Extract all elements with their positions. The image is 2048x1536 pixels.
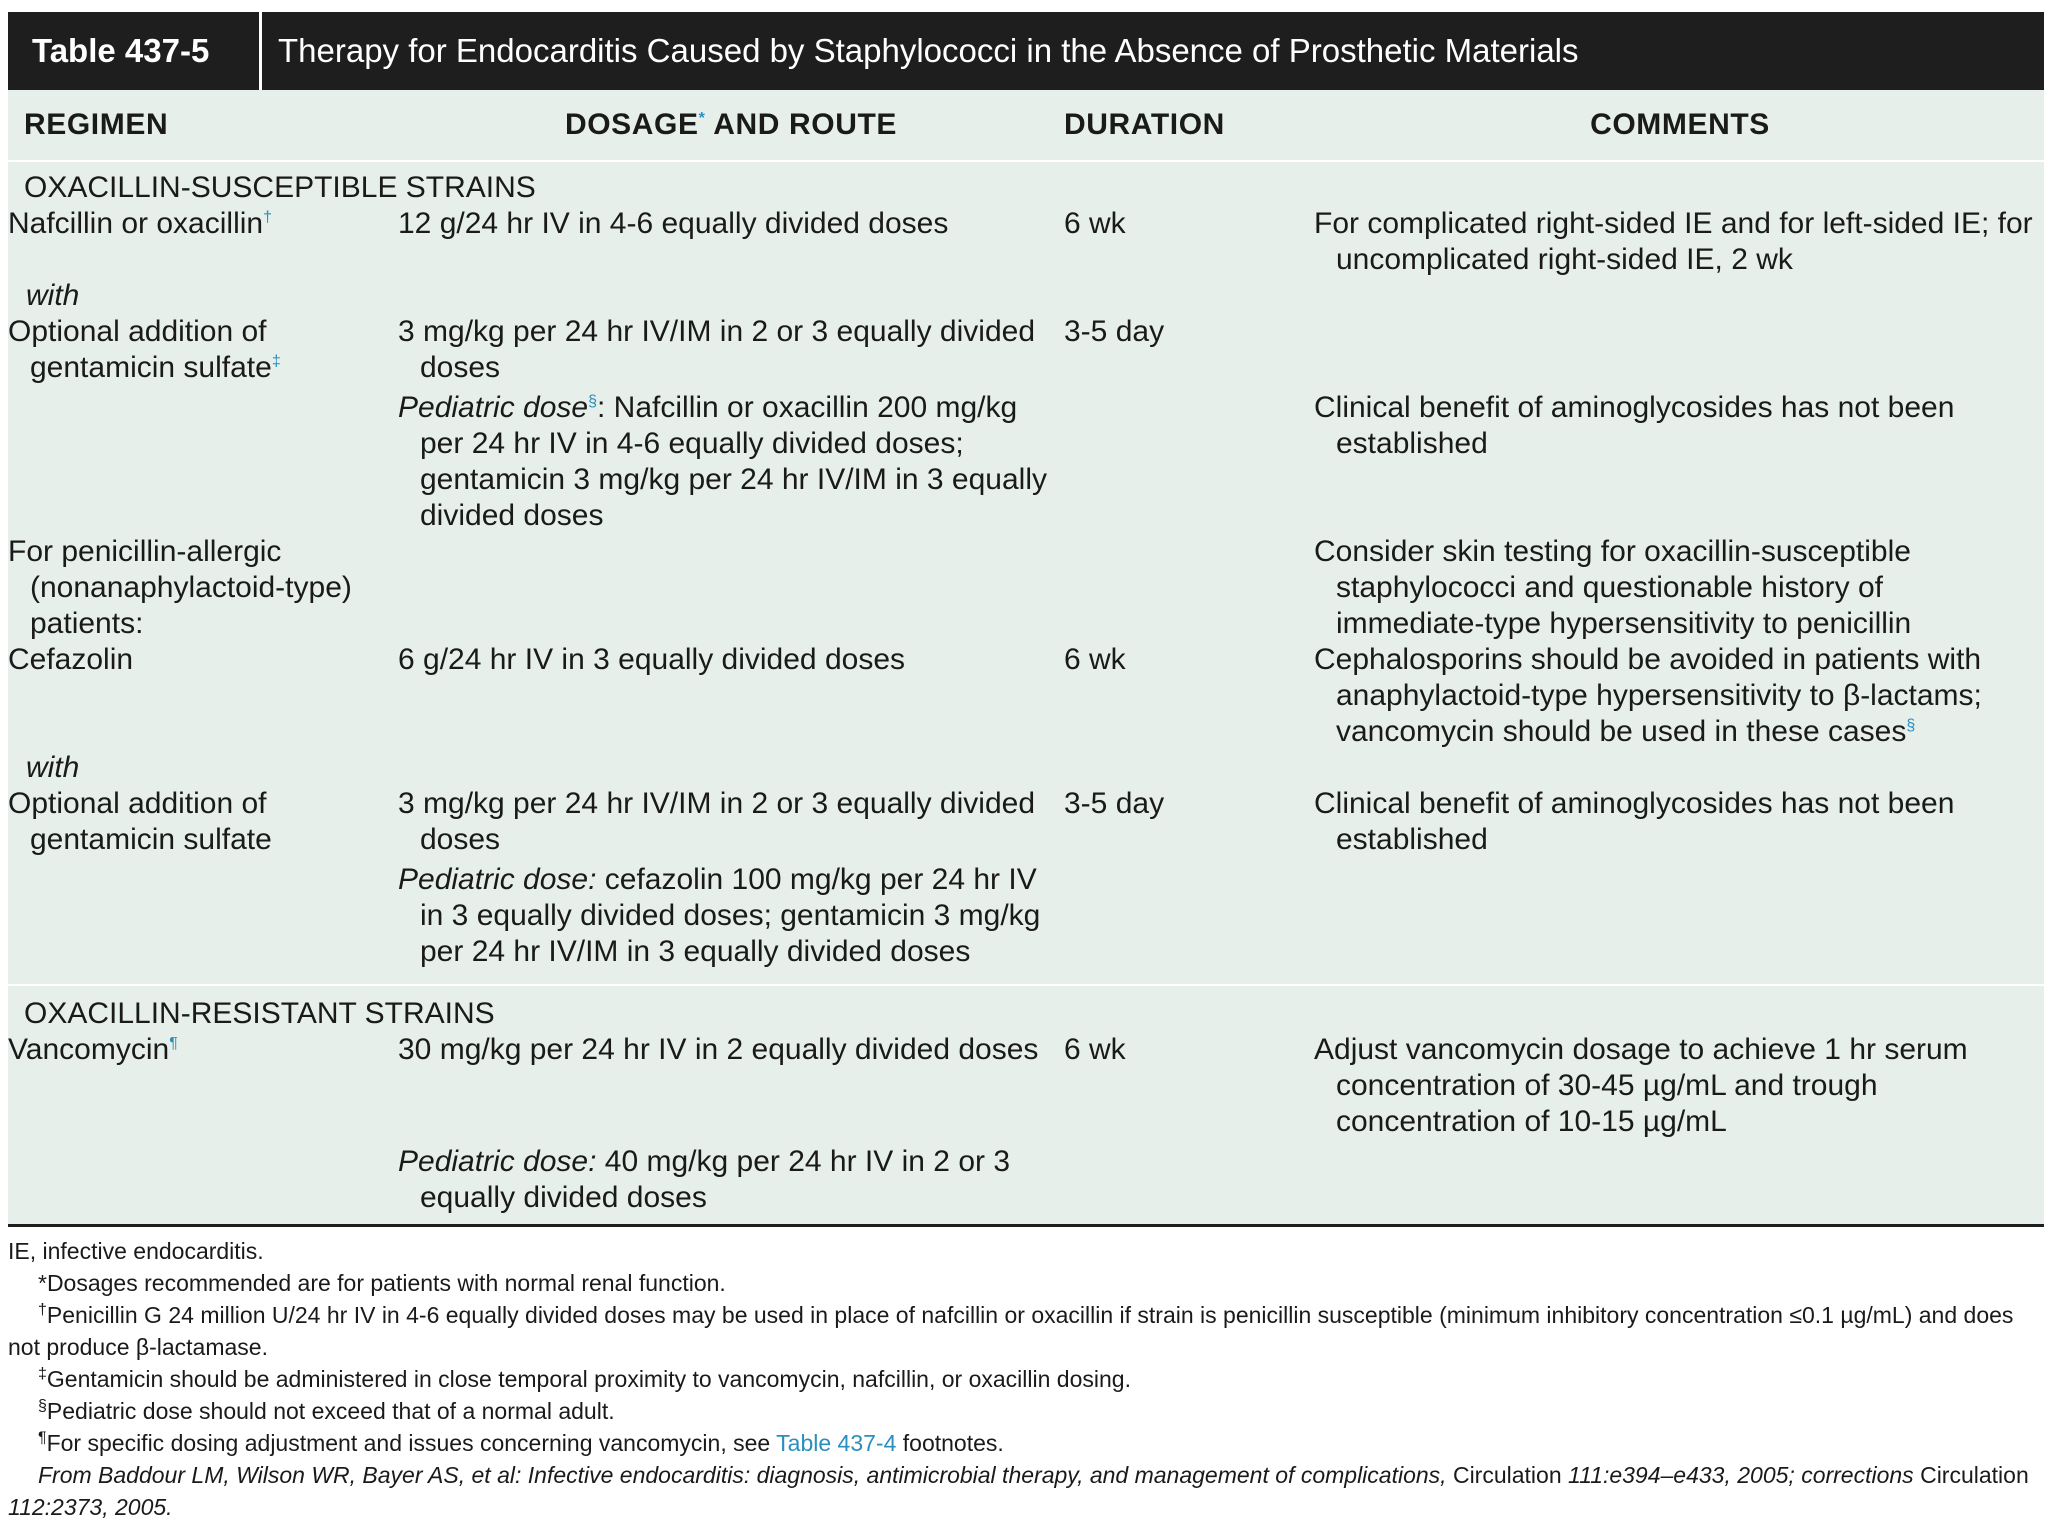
with-connector: with — [26, 279, 80, 312]
comment-cell — [1314, 862, 2044, 970]
comment-cell: Clinical benefit of aminoglycosides has not been established — [1314, 391, 1955, 460]
regimen-cell — [8, 862, 398, 970]
duration-cell: 3-5 day — [1064, 315, 1165, 348]
pediatric-dosage-cell: Pediatric dose: cefazolin 100 mg/kg per 24 hr IV in 3 equally divided doses; gentamicin 3 mg/kg per 24 hr IV/IM in 3 equally divided doses — [398, 863, 1041, 968]
table-row — [8, 314, 2044, 386]
duration-cell: 6 wk — [1064, 643, 1126, 676]
table-header-row — [8, 90, 2044, 162]
table-437-5 — [8, 12, 2044, 1523]
section-title: OXACILLIN-SUSCEPTIBLE STRAINS — [24, 171, 536, 204]
table-row — [8, 390, 2044, 534]
table-number: Table 437-5 — [8, 12, 262, 90]
dosage-cell: 3 mg/kg per 24 hr IV/IM in 2 or 3 equally divided doses — [398, 315, 1036, 384]
duration-cell — [1054, 390, 1314, 534]
duration-cell: 6 wk — [1064, 1033, 1126, 1066]
table-row — [8, 1144, 2044, 1216]
duration-cell: 6 wk — [1064, 207, 1126, 240]
regimen-cell: Optional addition of gentamicin sulfate‡ — [8, 315, 281, 384]
pediatric-dosage-cell: Pediatric dose§: Nafcillin or oxacillin 200 mg/kg per 24 hr IV in 4-6 equally divided doses; gentamicin 3 mg/kg per 24 hr IV/IM in 3 equally divided doses — [398, 391, 1047, 532]
section-title: OXACILLIN-RESISTANT STRAINS — [24, 997, 495, 1030]
dosage-cell: 6 g/24 hr IV in 3 equally divided doses — [398, 643, 905, 676]
comment-cell: Clinical benefit of aminoglycosides has not been established — [1314, 787, 1955, 856]
duration-cell — [1054, 1144, 1314, 1216]
section-oxacillin-resistant — [8, 986, 2044, 1224]
footnote-1: *Dosages recommended are for patients with normal renal function. — [38, 1270, 726, 1296]
header-dosage: DOSAGE* AND ROUTE — [564, 108, 897, 141]
footnote-source: From Baddour LM, Wilson WR, Bayer AS, et al: Infective endocarditis: diagnosis, antimicrobial therapy, and management of complications, Circulation 111:e394–e433, 2005; corrections Circulation 112:2373, 2005. — [8, 1462, 2029, 1520]
table-row — [8, 642, 2044, 750]
regimen-cell: Nafcillin or oxacillin† — [8, 207, 272, 240]
dosage-cell: 3 mg/kg per 24 hr IV/IM in 2 or 3 equally divided doses — [398, 787, 1036, 856]
footnote-abbrev: IE, infective endocarditis. — [8, 1238, 264, 1264]
regimen-cell: Optional addition of gentamicin sulfate — [8, 787, 272, 856]
pediatric-dosage-cell: Pediatric dose: 40 mg/kg per 24 hr IV in 2 or 3 equally divided doses — [398, 1145, 1011, 1214]
header-regimen: REGIMEN — [24, 108, 169, 141]
section-oxacillin-susceptible — [8, 162, 2044, 986]
comment-cell — [1314, 1144, 2044, 1216]
table-title-bar — [8, 12, 2044, 90]
duration-cell — [1054, 862, 1314, 970]
footnote-2: †Penicillin G 24 million U/24 hr IV in 4-6 equally divided doses may be used in place of nafcillin or oxacillin if strain is penicillin susceptible (minimum inhibitory concentration ≤0.1 µg/mL) and does not produce β-lactamase. — [8, 1301, 2014, 1360]
regimen-cell — [8, 390, 398, 534]
footnote-4: §Pediatric dose should not exceed that of a normal adult. — [38, 1397, 615, 1424]
comment-cell — [1314, 314, 2044, 386]
table-row — [8, 862, 2044, 970]
table-title: Therapy for Endocarditis Caused by Staphylococci in the Absence of Prosthetic Materials — [278, 32, 1579, 69]
dosage-cell — [398, 534, 1054, 642]
header-comments: COMMENTS — [1590, 108, 1770, 141]
dosage-cell: 12 g/24 hr IV in 4-6 equally divided doses — [398, 207, 949, 240]
footnote-5: ¶For specific dosing adjustment and issues concerning vancomycin, see Table 437-4 footnotes. — [38, 1429, 1004, 1456]
regimen-cell: Cefazolin — [8, 643, 134, 676]
header-duration: DURATION — [1064, 108, 1225, 141]
with-connector: with — [26, 751, 80, 784]
regimen-cell — [8, 1144, 398, 1216]
table-row — [8, 1032, 2044, 1140]
table-row — [8, 206, 2044, 278]
table-body — [8, 90, 2044, 1224]
regimen-cell: For penicillin-allergic (nonanaphylactoid-type) patients: — [8, 535, 352, 640]
comment-cell: For complicated right-sided IE and for left-sided IE; for uncomplicated right-sided IE, 2 wk — [1314, 207, 2033, 276]
table-437-4-link[interactable]: Table 437-4 — [776, 1430, 897, 1456]
footnotes — [8, 1227, 2044, 1523]
footnote-3: ‡Gentamicin should be administered in close temporal proximity to vancomycin, nafcillin, or oxacillin dosing. — [38, 1365, 1131, 1392]
duration-cell — [1054, 534, 1314, 642]
header-dosage-mark: * — [698, 110, 706, 127]
dosage-cell: 30 mg/kg per 24 hr IV in 2 equally divided doses — [398, 1033, 1039, 1066]
table-row — [8, 534, 2044, 642]
duration-cell: 3-5 day — [1064, 787, 1165, 820]
comment-cell: Cephalosporins should be avoided in patients with anaphylactoid-type hypersensitivity to β-lactams; vancomycin should be used in these cases§ — [1314, 643, 1982, 748]
comment-cell: Consider skin testing for oxacillin-susceptible staphylococci and questionable history of immediate-type hypersensitivity to penicillin — [1314, 535, 1912, 640]
regimen-cell: Vancomycin¶ — [8, 1033, 178, 1066]
table-row — [8, 786, 2044, 858]
comment-cell: Adjust vancomycin dosage to achieve 1 hr serum concentration of 30-45 µg/mL and trough concentration of 10-15 µg/mL — [1314, 1033, 1968, 1138]
